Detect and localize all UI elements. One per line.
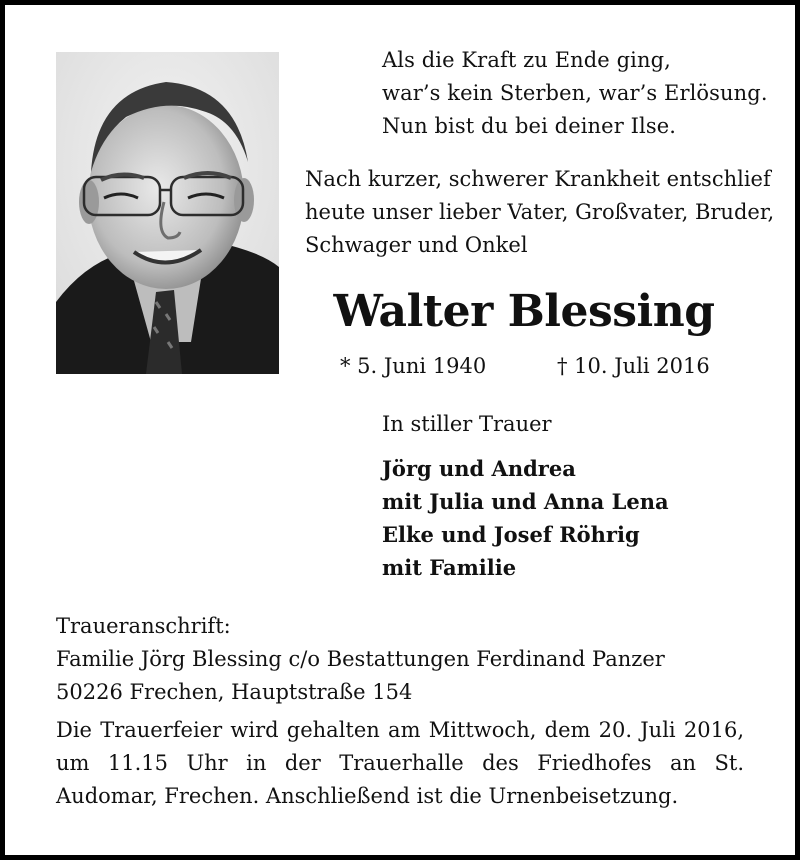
deceased-name: Walter Blessing bbox=[333, 286, 715, 337]
birth-date: * 5. Juni 1940 bbox=[340, 354, 487, 378]
verse-line: Als die Kraft zu Ende ging, bbox=[382, 48, 671, 72]
announcement-line: Schwager und Onkel bbox=[305, 233, 528, 257]
announcement-line: Nach kurzer, schwerer Krankheit entschlief bbox=[305, 167, 771, 191]
announcement-line: heute unser lieber Vater, Großvater, Bruder, bbox=[305, 200, 775, 224]
mourning-address bbox=[56, 610, 665, 709]
mourner-entry: Jörg und Andrea bbox=[382, 456, 576, 481]
address-line: Familie Jörg Blessing c/o Bestattungen Ferdinand Panzer bbox=[56, 647, 665, 671]
verse-line: war’s kein Sterben, war’s Erlösung. bbox=[382, 81, 768, 105]
death-date: † 10. Juli 2016 bbox=[557, 354, 710, 378]
mourner-entry: mit Julia und Anna Lena bbox=[382, 489, 669, 514]
mourner-entry: Elke und Josef Röhrig bbox=[382, 522, 640, 547]
epitaph-verse bbox=[382, 44, 768, 143]
address-label: Traueranschrift: bbox=[56, 614, 231, 638]
mourning-heading: In stiller Trauer bbox=[382, 412, 552, 436]
ceremony-notice: Die Trauerfeier wird gehalten am Mittwoch, dem 20. Juli 2016, um 11.15 Uhr in der Trauerhalle des Friedhofes an St. Audomar, Frechen. Anschließend ist die Urnenbeisetzung. bbox=[56, 718, 744, 808]
portrait-photo bbox=[56, 52, 279, 374]
mourners-list bbox=[382, 452, 669, 584]
address-line: 50226 Frechen, Hauptstraße 154 bbox=[56, 680, 413, 704]
announcement-text bbox=[305, 163, 774, 262]
mourner-entry: mit Familie bbox=[382, 555, 517, 580]
verse-line: Nun bist du bei deiner Ilse. bbox=[382, 114, 677, 138]
